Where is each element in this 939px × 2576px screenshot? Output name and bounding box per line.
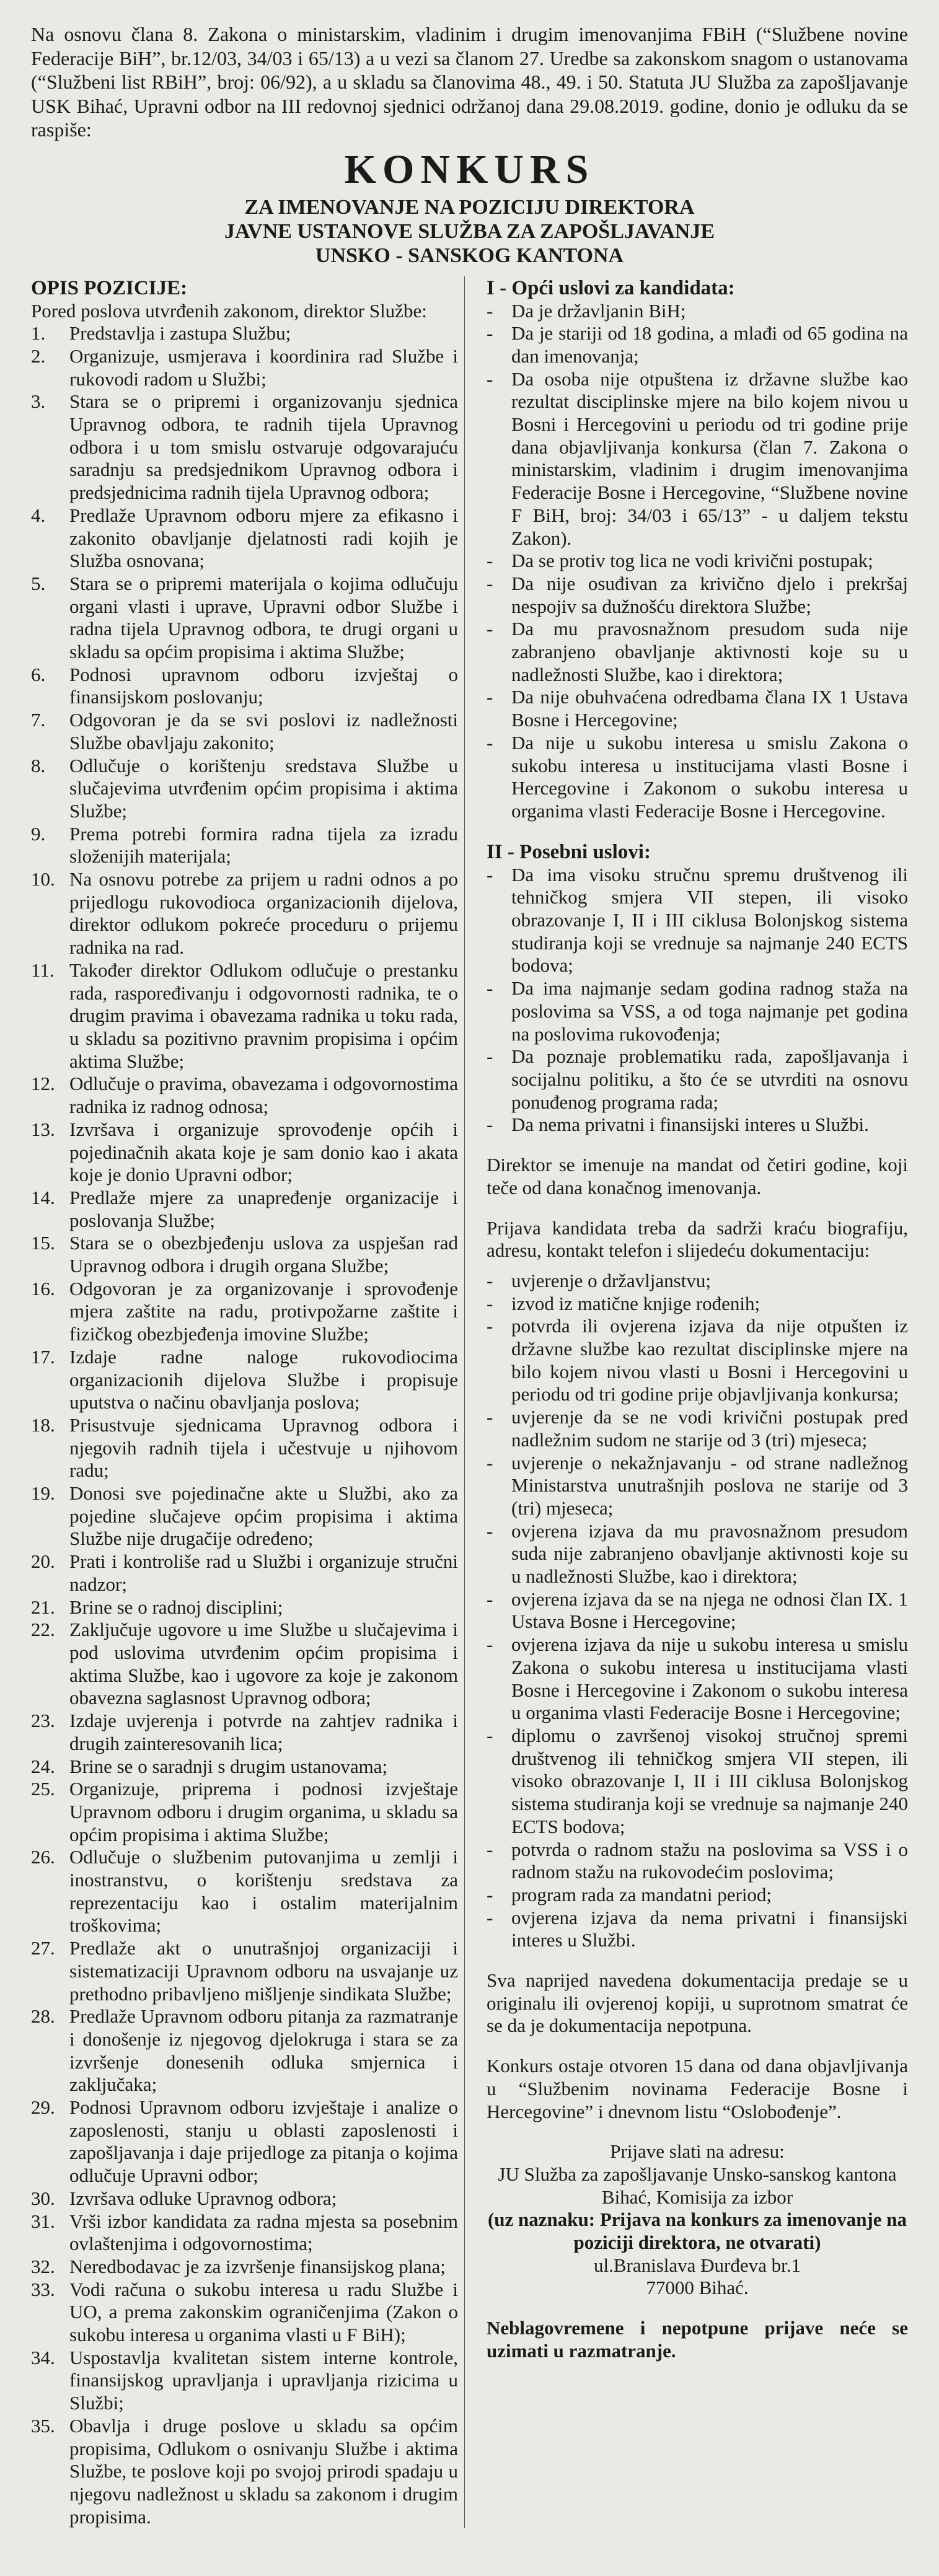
special-conditions-heading: II - Posebni uslovi: [487, 840, 651, 863]
street-address: ul.Branislava Đurđeva br.1 [593, 2254, 801, 2276]
duty-text: Izvršava odluke Upravnog odbora; [69, 2187, 337, 2209]
required-document [487, 1406, 908, 1451]
duty-item [31, 1710, 458, 1755]
subtitle-line: JAVNE USTANOVE SLUŽBA ZA ZAPOŠLJAVANJE [224, 219, 715, 243]
general-condition [487, 686, 908, 731]
duty-text: Odlučuje o službenim putovanjima u zemlji i inostranstvu, o korištenju sredstava za reprezentaciju kao i ostalim materijalnim troškovima; [69, 1846, 458, 1936]
duty-number: 12. [31, 1073, 55, 1095]
required-document [487, 1907, 908, 1952]
duty-number: 7. [31, 709, 46, 731]
duty-number: 34. [31, 2346, 55, 2368]
duty-number: 23. [31, 1710, 55, 1732]
special-condition-text: Da ima visoku stručnu spremu društvenog ili tehničkog smjera VII stepen, ili visoko obrazovanje I, II i III ciklusa Bolonjskog sistema studiranja koji se vrednuje sa najmanje 240 ECTS bodova; [511, 863, 908, 977]
duty-item [31, 390, 458, 504]
originals-paragraph: Sva naprijed navedena dokumentacija predaje se u originalu ili ovjerenoj kopiji, u suprotnom smatrat će se da je dokumentacija nepotpuna. [487, 1969, 908, 2037]
dash-marker: - [487, 1269, 493, 1291]
duty-item [31, 2415, 458, 2529]
duty-item [31, 823, 458, 868]
duty-text: Donosi sve pojedinačne akte u Službi, ako za pojedine slučajeve općim propisima i aktima Službe nije drugačije određeno; [69, 1482, 458, 1550]
duty-number: 19. [31, 1482, 55, 1505]
duty-number: 22. [31, 1619, 55, 1641]
duty-text: Vodi računa o sukobu interesa u radu Službe i UO, a prema zakonskim ograničenjima (Zakon o sukobu interesa u organima vlasti u F BiH); [69, 2278, 458, 2346]
intro-paragraph: Na osnovu člana 8. Zakona o ministarskim, vladinim i drugim imenovanjima FBiH (“Službene novine Federacije BiH”, br.12/03, 34/03 i 65/13) a u vezi sa članom 27. Uredbe sa zakonskom snagom o ustanovama (“Službeni list RBiH”, broj: 06/92), a u skladu sa članovima 48., 49. i 50. Statuta JU Služba za zapošljavanje USK Bihać, Upravni odbor na III redovnoj sjednici održanoj dana 29.08.2019. godine, donio je odluku da se raspiše: [31, 23, 908, 141]
dash-marker: - [487, 1724, 493, 1746]
required-document-text: ovjerena izjava da nema privatni i finansijski interes u Službi. [511, 1906, 908, 1951]
duty-item [31, 2347, 458, 2415]
duty-item [31, 2005, 458, 2096]
duty-number: 33. [31, 2278, 55, 2300]
dash-marker: - [487, 1633, 493, 1656]
duty-text: Predlaže Upravnom odboru mjere za efikasno i zakonito obavljanje djelatnosti radi kojih je Služba osnovana; [69, 504, 458, 572]
required-document-text: uvjerenje da se ne vodi krivični postupak pred nadležnim sudom ne starije od 3 (tri) mjeseca; [511, 1406, 908, 1451]
duty-item [31, 1482, 458, 1550]
duty-item [31, 1278, 458, 1346]
general-condition [487, 618, 908, 686]
dash-marker: - [487, 618, 493, 640]
dash-marker: - [487, 367, 493, 390]
duty-item [31, 2210, 458, 2256]
duty-text: Brine se o saradnji s drugim ustanovama; [69, 1755, 388, 1777]
duty-text: Brine se o radnoj disciplini; [69, 1596, 283, 1618]
required-document [487, 1839, 908, 1884]
duty-number: 20. [31, 1550, 55, 1573]
required-document [487, 1725, 908, 1839]
duty-number: 25. [31, 1778, 55, 1800]
required-document [487, 1293, 908, 1316]
duty-item [31, 345, 458, 390]
duty-item [31, 1073, 458, 1118]
required-document-text: potvrda o radnom stažu na poslovima sa VSS i o radnom stažu na rukovodećim poslovima; [511, 1838, 908, 1883]
duty-item [31, 755, 458, 823]
duty-number: 11. [31, 959, 55, 981]
duty-item [31, 1756, 458, 1778]
dash-marker: - [487, 550, 493, 572]
duty-text: Stara se o pripremi materijala o kojima odlučuju organi vlasti i uprave, Upravni odbor Službe i radna tijela Upravnog odbora, te drugi organi u skladu sa općim propisima i aktima Službe; [69, 572, 458, 663]
duty-item [31, 868, 458, 959]
duty-item [31, 2187, 458, 2210]
required-document-text: uvjerenje o državljanstvu; [511, 1269, 711, 1291]
duty-number: 13. [31, 1118, 55, 1140]
duty-number: 27. [31, 1937, 55, 1959]
duty-number: 14. [31, 1186, 55, 1208]
general-conditions-heading: I - Opći uslovi za kandidata: [487, 276, 735, 299]
duty-number: 16. [31, 1277, 55, 1299]
required-document-text: ovjerena izjava da se na njega ne odnosi član IX. 1 Ustava Bosne i Hercegovine; [511, 1588, 908, 1633]
general-conditions-list [487, 300, 908, 823]
required-document-text: izvod iz matične knjige rođenih; [511, 1292, 760, 1314]
required-document-text: program rada za mandatni period; [511, 1883, 772, 1906]
dash-marker: - [487, 1838, 493, 1860]
special-condition [487, 864, 908, 978]
duty-number: 32. [31, 2255, 55, 2277]
documents-list [487, 1270, 908, 1952]
general-condition-text: Da je državljanin BiH; [511, 299, 686, 322]
duty-text: Odgovoran je za organizovanje i sprovođenje mjera zaštite na radu, protivpožarne zaštite i fizičkog obezbjeđenja imovine Službe; [69, 1277, 458, 1345]
duty-item [31, 2256, 458, 2279]
duty-number: 1. [31, 322, 46, 345]
required-document [487, 1633, 908, 1725]
open-period-paragraph: Konkurs ostaje otvoren 15 dana od dana objavljivanja u “Službenim novinama Federacije Bosne i Hercegovine” i dnevnom listu “Oslobođenje”. [487, 2055, 908, 2122]
duty-item [31, 1232, 458, 1277]
duty-item [31, 1596, 458, 1619]
duty-text: Također direktor Odlukom odlučuje o prestanku rada, raspoređivanju i odgovornosti radnika, te o drugim pravima i obavezama radnika u toku rada, u skladu sa pozitivno pravnim propisima i općim aktima Službe; [69, 959, 458, 1072]
conditions-column [487, 276, 908, 2529]
general-condition [487, 322, 908, 367]
duty-item [31, 959, 458, 1073]
duty-number: 28. [31, 2005, 55, 2028]
duty-text: Organizuje, priprema i podnosi izvještaje Upravnom odboru i drugim organima, u skladu sa općim propisima i aktima Službe; [69, 1778, 458, 1845]
general-condition-text: Da je stariji od 18 godina, a mlađi od 65 godina na dan imenovanja; [511, 322, 908, 367]
general-condition-text: Da nije obuhvaćena odredbama člana IX 1 Ustava Bosne i Hercegovine; [511, 686, 908, 731]
duty-number: 21. [31, 1596, 55, 1618]
duty-item [31, 1414, 458, 1482]
dash-marker: - [487, 1588, 493, 1610]
duty-list [31, 322, 458, 2528]
documents-intro: Prijava kandidata treba da sadrži kraću biografiju, adresu, kontakt telefon i slijedeću dokumentaciju: [487, 1216, 908, 1262]
duty-text: Organizuje, usmjerava i koordinira rad Službe i rukovodi radom u Službi; [69, 345, 458, 390]
required-document-text: potvrda ili ovjerena izjava da nije otpušten iz državne službe kao rezultat disciplinske mjere na bilo kojem nivou vlasti u Bosni i Hercegovini u periodu od tri godine prije objavljivanja konkursa; [511, 1315, 908, 1405]
general-condition-text: Da osoba nije otpuštena iz državne službe kao rezultat disciplinske mjere na bilo kojem nivou u Bosni i Hercegovini u periodu od tri godine prije dana objavljivanja konkursa (član 7. Zakona o ministarskim, vladinim i drugim imenovanjima Federacije Bosne i Hercegovine, “Službene novine F BiH, broj: 34/03 i 65/13” - u daljem tekstu Zakon). [511, 367, 908, 549]
position-heading: OPIS POZICIJE: [31, 276, 188, 299]
duty-text: Obavlja i druge poslove u skladu sa općim propisima, Odlukom o osnivanju Službe i aktima Službe, te poslove koji po svojoj prirodi spadaju u njegovu nadležnost u skladu sa zakonom i drugim propisima. [69, 2414, 458, 2528]
duty-item [31, 1550, 458, 1596]
duty-number: 15. [31, 1232, 55, 1254]
duty-number: 31. [31, 2210, 55, 2232]
duty-text: Predlaže akt o unutrašnjoj organizaciji i sistematizaciji Upravnom odboru na usvajanje uz prethodno pribavljeno mišljenje sindikata Službe; [69, 1937, 458, 2005]
duty-text: Zaključuje ugovore u ime Službe u slučajevima i pod uslovima utvrđenim općim propisima i aktima Službe, kao i ugovore za koje je zakonom obavezna saglasnost Upravnog odbora; [69, 1619, 458, 1709]
dash-marker: - [487, 1451, 493, 1474]
dash-marker: - [487, 1519, 493, 1542]
duty-text: Predlaže Upravnom odboru pitanja za razmatranje i donošenje iz njegovog djelokruga i stara se za izvršenje donesenih odluka smjernica i zaključaka; [69, 2005, 458, 2096]
position-description-column [31, 276, 465, 2529]
general-condition [487, 732, 908, 823]
duty-text: Izvršava i organizuje sprovođenje općih i pojedinačnih akata koje je sam donio kao i akata koje je donio Upravni odbor; [69, 1118, 458, 1186]
special-condition-text: Da nema privatni i finansijski interes u Službi. [511, 1114, 869, 1136]
special-condition [487, 1045, 908, 1114]
special-condition [487, 1114, 908, 1136]
duty-item [31, 2279, 458, 2347]
duty-text: Predstavlja i zastupa Službu; [69, 322, 291, 345]
duty-item [31, 1778, 458, 1846]
dash-marker: - [487, 1114, 493, 1136]
two-column-body [31, 276, 908, 2529]
duty-number: 6. [31, 663, 46, 685]
required-document-text: diplomu o završenoj visokoj stručnoj spremi društvenog ili tehničkog smjera VII stepen, ili visoko obrazovanje I, II i III ciklusa Bolonjskog sistema studiranja koji se vrednuje sa najmanje 240 ECTS bodova; [511, 1724, 908, 1837]
duty-text: Odgovoran je da se svi poslovi iz nadležnosti Službe obavljaju zakonito; [69, 709, 458, 754]
required-document [487, 1270, 908, 1293]
duty-text: Odlučuje o korištenju sredstava Službe u slučajevima utvrđenim općim propisima i aktima Službe; [69, 754, 458, 822]
subtitle-line: ZA IMENOVANJE NA POZICIJU DIREKTORA [244, 195, 695, 219]
required-document-text: uvjerenje o nekažnjavanju - od strane nadležnog Ministarstva unutrašnjih poslova ne starije od 3 (tri) mjeseca; [511, 1451, 908, 1519]
dash-marker: - [487, 299, 493, 322]
duty-text: Predlaže mjere za unapređenje organizacije i poslovanja Službe; [69, 1186, 458, 1231]
duty-number: 8. [31, 754, 46, 776]
dash-marker: - [487, 1292, 493, 1314]
duty-number: 17. [31, 1345, 55, 1368]
duty-number: 4. [31, 504, 46, 526]
duty-text: Podnosi Upravnom odboru izvještaje i analize o zaposlenosti, stanju u oblasti zaposlenosti i zapošljavanja i daje prijedloge za pitanja o kojima odlučuje Upravni odbor; [69, 2096, 458, 2187]
general-condition-text: Da nije osuđivan za krivično djelo i prekršaj nespojiv sa dužnošću direktora Službe; [511, 572, 908, 617]
required-document [487, 1520, 908, 1588]
duty-item [31, 1346, 458, 1414]
send-to-address: JU Služba za zapošljavanje Unsko-sanskog kantona Bihać, Komisija za izbor [498, 2163, 897, 2208]
required-document [487, 1588, 908, 1633]
duty-text: Prisustvuje sjednicama Upravnog odbora i njegovih radnih tijela i učestvuje u njihovom radu; [69, 1413, 458, 1482]
subtitle-line: UNSKO - SANSKOG KANTONA [315, 244, 624, 267]
special-condition-text: Da ima najmanje sedam godina radnog staža na poslovima sa VSS, a od toga najmanje pet godina na poslovima rukovođenja; [511, 977, 908, 1045]
duty-item [31, 504, 458, 573]
dash-marker: - [487, 977, 493, 1000]
dash-marker: - [487, 731, 493, 754]
duty-number: 10. [31, 868, 55, 890]
duty-number: 5. [31, 572, 46, 594]
duty-number: 35. [31, 2414, 55, 2437]
general-condition [487, 573, 908, 618]
duty-text: Neredbodavac je za izvršenje finansijskog plana; [69, 2255, 446, 2277]
duty-text: Vrši izbor kandidata za radna mjesta sa posebnim ovlaštenjima i odgovornostima; [69, 2210, 458, 2255]
duty-text: Podnosi upravnom odboru izvještaj o finansijskom poslovanju; [69, 663, 458, 708]
dash-marker: - [487, 863, 493, 886]
required-document [487, 1315, 908, 1406]
duty-text: Izdaje radne naloge rukovodiocima organizacionih dijelova Službe i propisuje uputstva o načinu obavljanja poslova; [69, 1345, 458, 1413]
duty-item [31, 2096, 458, 2187]
dash-marker: - [487, 322, 493, 345]
special-condition-text: Da poznaje problematiku rada, zapošljavanja i socijalnu politiku, a što će se utvrditi na osnovu ponuđenog programa rada; [511, 1045, 908, 1113]
duty-text: Prema potrebi formira radna tijela za izradu složenijih materijala; [69, 822, 458, 868]
duty-text: Uspostavlja kvalitetan sistem interne kontrole, finansijskog upravljanja i upravljanja rizicima u Službi; [69, 2346, 458, 2414]
required-document-text: ovjerena izjava da nije u sukobu interesa u smislu Zakona o sukobu interesa u institucijama vlasti Bosne i Hercegovine i Zakonom o sukobu interesa u organima vlasti Federacije Bosne i Hercegovine; [511, 1633, 908, 1724]
duty-text: Stara se o pripremi i organizovanju sjednica Upravnog odbora, te radnih tijela Upravnog odbora i u tom smislu ostvaruje odgovarajuću saradnju sa predsjednikom Upravnog odbora i predsjednicima radnih tijela Upravnog odbora; [69, 390, 458, 504]
duty-text: Prati i kontroliše rad u Službi i organizuje stručni nadzor; [69, 1550, 458, 1595]
special-conditions-list [487, 864, 908, 1136]
required-document [487, 1884, 908, 1907]
duty-number: 30. [31, 2187, 55, 2209]
duty-number: 3. [31, 390, 46, 413]
duty-number: 29. [31, 2096, 55, 2119]
mandate-paragraph: Direktor se imenuje na mandat od četiri godine, koji teče od dana konačnog imenovanja. [487, 1154, 908, 1198]
duty-item [31, 1937, 458, 2005]
special-condition [487, 977, 908, 1045]
send-to-lead: Prijave slati na adresu: [610, 2140, 785, 2163]
duty-item [31, 1119, 458, 1187]
city-address: 77000 Bihać. [646, 2277, 749, 2299]
duty-number: 18. [31, 1413, 55, 1436]
dash-marker: - [487, 1315, 493, 1337]
general-condition [487, 368, 908, 550]
duty-text: Na osnovu potrebe za prijem u radni odnos a po prijedlogu rukovodioca organizacionih dijelova, direktor odlukom pokreće proceduru o prijemu radnika na rad. [69, 868, 458, 959]
duty-item [31, 322, 458, 345]
duty-number: 26. [31, 1846, 55, 1868]
final-note: Neblagovremene i nepotpune prijave neće se uzimati u razmatranje. [487, 2317, 908, 2362]
dash-marker: - [487, 1906, 493, 1928]
envelope-note: (uz naznaku: Prijava na konkurs za imenovanje na poziciji direktora, ne otvarati) [487, 2209, 907, 2254]
duty-text: Stara se o obezbjeđenju uslova za uspješan rad Upravnog odbora i drugih organa Službe; [69, 1232, 458, 1277]
duty-number: 2. [31, 345, 46, 367]
duty-item [31, 709, 458, 754]
general-condition [487, 300, 908, 323]
required-document-text: ovjerena izjava da mu pravosnažnom presudom suda nije zabranjeno obavljanje aktivnosti koje su u nadležnosti Službe, kao i direktora; [511, 1519, 908, 1588]
dash-marker: - [487, 572, 493, 594]
duty-item [31, 1619, 458, 1710]
required-document [487, 1452, 908, 1520]
duty-number: 9. [31, 822, 46, 845]
notice-subtitle [31, 195, 908, 268]
position-lead: Pored poslova utvrđenih zakonom, direktor Službe: [31, 299, 427, 322]
duty-item [31, 1187, 458, 1232]
dash-marker: - [487, 1406, 493, 1428]
general-condition-text: Da nije u sukobu interesa u smislu Zakona o sukobu interesa u institucijama vlasti Bosne i Hercegovine i Zakonom o sukobu interesa u organima vlasti Federacije Bosne i Hercegovine. [511, 731, 908, 822]
dash-marker: - [487, 1045, 493, 1068]
dash-marker: - [487, 1883, 493, 1906]
duty-item [31, 573, 458, 664]
dash-marker: - [487, 686, 493, 708]
duty-number: 24. [31, 1755, 55, 1777]
general-condition-text: Da mu pravosnažnom presudom suda nije zabranjeno obavljanje aktivnosti koje su u nadležnosti Službe, kao i direktora; [511, 618, 908, 685]
duty-item [31, 664, 458, 709]
duty-item [31, 1846, 458, 1937]
general-condition-text: Da se protiv tog lica ne vodi krivični postupak; [511, 550, 873, 572]
duty-text: Odlučuje o pravima, obavezama i odgovornostima radnika iz radnog odnosa; [69, 1073, 458, 1118]
duty-text: Izdaje uvjerenja i potvrde na zahtjev radnika i drugih zainteresovanih lica; [69, 1710, 458, 1754]
general-condition [487, 550, 908, 573]
notice-title: KONKURS [344, 146, 595, 192]
